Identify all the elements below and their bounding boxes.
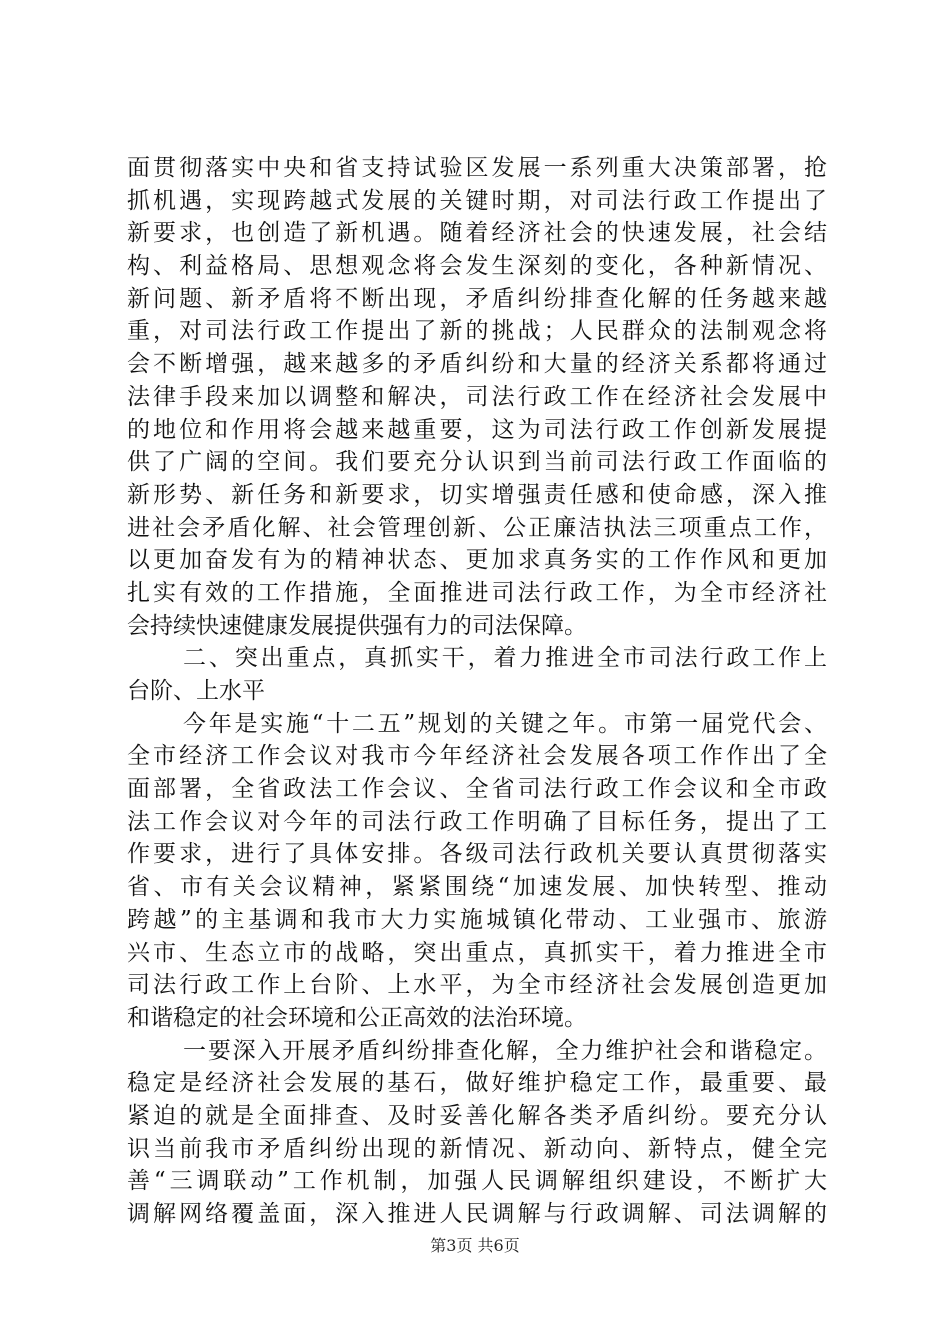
text-line: 面贯彻落实中央和省支持试验区发展一系列重大决策部署，抢 bbox=[127, 155, 827, 181]
text-line: 善“三调联动”工作机制，加强人民调解组织建设，不断扩大 bbox=[127, 1168, 827, 1195]
text-line: 扎实有效的工作措施，全面推进司法行政工作，为全市经济社 bbox=[127, 579, 827, 606]
text-line: 稳定是经济社会发展的基石，做好维护稳定工作，最重要、最 bbox=[127, 1070, 827, 1097]
text-line: 法律手段来加以调整和解决，司法行政工作在经济社会发展中 bbox=[127, 383, 827, 410]
text-line: 构、利益格局、思想观念将会发生深刻的变化，各种新情况、 bbox=[127, 253, 827, 280]
section-heading-line: 台阶、上水平 bbox=[127, 678, 265, 704]
text-line: 法工作会议对今年的司法行政工作明确了目标任务，提出了工 bbox=[127, 808, 827, 835]
text-line: 重，对司法行政工作提出了新的挑战；人民群众的法制观念将 bbox=[127, 318, 827, 345]
text-line: 和谐稳定的社会环境和公正高效的法治环境。 bbox=[127, 1004, 587, 1031]
text-line: 的地位和作用将会越来越重要，这为司法行政工作创新发展提 bbox=[127, 416, 827, 443]
text-line: 新要求，也创造了新机遇。随着经济社会的快速发展，社会结 bbox=[127, 220, 827, 247]
text-line: 识当前我市矛盾纠纷出现的新情况、新动向、新特点，健全完 bbox=[127, 1135, 827, 1162]
text-line: 一要深入开展矛盾纠纷排查化解，全力维护社会和谐稳定。 bbox=[183, 1037, 827, 1064]
text-line: 会持续快速健康发展提供强有力的司法保障。 bbox=[127, 612, 587, 639]
text-line: 紧迫的就是全面排查、及时妥善化解各类矛盾纠纷。要充分认 bbox=[127, 1102, 827, 1129]
text-line: 新问题、新矛盾将不断出现，矛盾纠纷排查化解的任务越来越 bbox=[127, 285, 827, 312]
text-line: 今年是实施“十二五”规划的关键之年。市第一届党代会、 bbox=[183, 710, 827, 737]
text-line: 会不断增强，越来越多的矛盾纠纷和大量的经济关系都将通过 bbox=[127, 351, 827, 378]
text-line: 跨越”的主基调和我市大力实施城镇化带动、工业强市、旅游 bbox=[127, 906, 827, 933]
text-line: 全市经济工作会议对我市今年经济社会发展各项工作作出了全 bbox=[127, 743, 827, 770]
text-line: 面部署，全省政法工作会议、全省司法行政工作会议和全市政 bbox=[127, 776, 827, 803]
text-line: 进社会矛盾化解、社会管理创新、公正廉洁执法三项重点工作， bbox=[127, 514, 827, 541]
text-line: 以更加奋发有为的精神状态、更加求真务实的工作作风和更加 bbox=[127, 547, 827, 574]
section-heading-line: 二、突出重点，真抓实干，着力推进全市司法行政工作上 bbox=[183, 645, 827, 672]
text-line: 调解网络覆盖面，深入推进人民调解与行政调解、司法调解的 bbox=[127, 1201, 827, 1227]
text-line: 兴市、生态立市的战略，突出重点，真抓实干，着力推进全市 bbox=[127, 939, 827, 966]
text-line: 供了广阔的空间。我们要充分认识到当前司法行政工作面临的 bbox=[127, 449, 827, 476]
page-footer: 第3页 共6页 bbox=[430, 1236, 520, 1255]
text-line: 作要求，进行了具体安排。各级司法行政机关要认真贯彻落实 bbox=[127, 841, 827, 868]
text-line: 司法行政工作上台阶、上水平，为全市经济社会发展创造更加 bbox=[127, 972, 827, 999]
body-text bbox=[127, 152, 827, 1231]
text-line: 省、市有关会议精神，紧紧围绕“加速发展、加快转型、推动 bbox=[127, 874, 827, 901]
text-line: 新形势、新任务和新要求，切实增强责任感和使命感，深入推 bbox=[127, 481, 827, 508]
text-line: 抓机遇，实现跨越式发展的关键时期，对司法行政工作提出了 bbox=[127, 187, 827, 214]
